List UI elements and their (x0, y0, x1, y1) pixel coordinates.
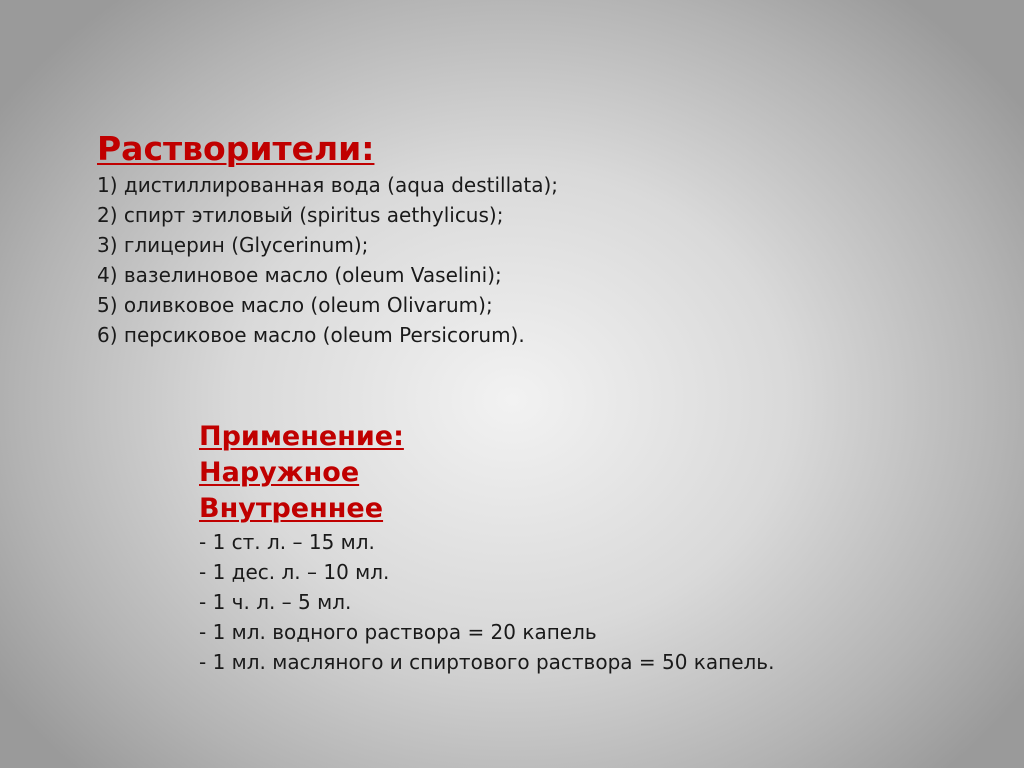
solvents-title: Растворители: (97, 129, 375, 168)
internal-heading: Внутреннее (199, 493, 384, 524)
dose-item: - 1 мл. масляного и спиртового раствора = 50 капель. (199, 650, 775, 674)
dose-item: - 1 ст. л. – 15 мл. (199, 530, 375, 554)
solvent-item: 3) глицерин (Glycerinum); (97, 233, 369, 257)
dose-item: - 1 мл. водного раствора = 20 капель (199, 620, 597, 644)
solvent-item: 5) оливковое масло (oleum Olivarum); (97, 293, 493, 317)
solvent-item: 6) персиковое масло (oleum Persicorum). (97, 323, 525, 347)
dose-item: - 1 ч. л. – 5 мл. (199, 590, 352, 614)
application-title: Применение: (199, 421, 404, 452)
solvent-item: 4) вазелиновое масло (oleum Vaselini); (97, 263, 502, 287)
application-block (199, 419, 979, 677)
external-heading: Наружное (199, 457, 360, 488)
solvents-block (97, 128, 877, 350)
solvent-item: 2) спирт этиловый (spiritus aethylicus); (97, 203, 504, 227)
dose-item: - 1 дес. л. – 10 мл. (199, 560, 390, 584)
solvent-item: 1) дистиллированная вода (aqua destillata); (97, 173, 559, 197)
